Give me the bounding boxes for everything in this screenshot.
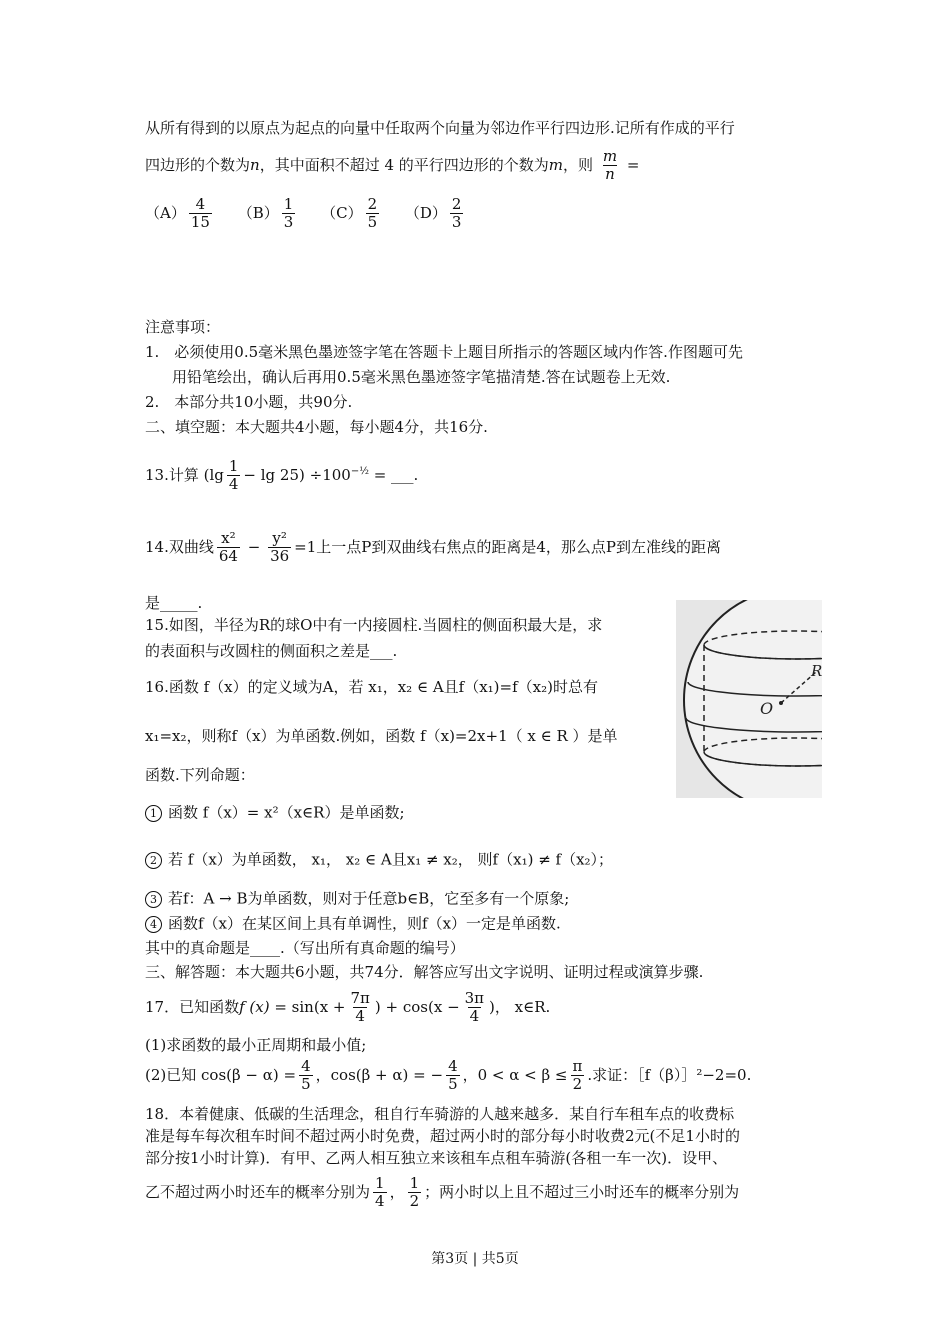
question-16c: 函数.下列命题： (145, 766, 255, 784)
item-2: 2 若 f（x）为单函数， x₁， x₂ ∈ A且x₁ ≠ x₂， 则f（x₁) ≠ f（x₂）； (145, 852, 613, 869)
option-b: （B） $\frac{1}{3}$ (237, 195, 294, 232)
question-16b: x₁=x₂，则称f（x）为单函数.例如，函数 f（x)=2x+1（ x ∈ R ）是单 (145, 727, 618, 745)
sphere-diagram (676, 600, 822, 798)
t: ，则 (563, 155, 594, 174)
item-3: 3 若f：A → B为单函数，则对于任意b∈B，它至多有一个原象; (145, 891, 569, 908)
section-2-heading: 二、填空题：本大题共4小题，每小题4分，共16分. (145, 418, 488, 436)
question-18c: 部分按1小时计算)．有甲、乙两人相互独立来该租车点租车骑游(各租一车一次)．设甲、 (145, 1149, 728, 1167)
question-13: 13.计算 (lg $\frac{1}{4}$ − $\lg 25) \div 100^{-\frac{1}{2}}$ = ___. (145, 457, 419, 494)
fraction-m-over-n: $\frac{m}{n}$ (602, 147, 618, 184)
item-4: 4 函数f（x）在某区间上具有单调性，则f（x）一定是单函数. (145, 916, 561, 933)
question-14: 14.双曲线 $\frac{\text{x²}}{64}$ − $\frac{\text{y²}}{36}$ =1上一点P到双曲线右焦点的距离是4，那么点P到左准线的距离 (145, 529, 721, 566)
line-2 (145, 148, 639, 184)
notice-2: 2. 本部分共10小题，共90分. (145, 393, 353, 411)
notice-1b: 用铅笔绘出，确认后再用0.5毫米黑色墨迹签字笔描清楚.答在试题卷上无效. (172, 368, 671, 386)
question-18d: 乙不超过两小时还车的概率分别为 $\frac{1}{4}$ ， $\frac{1}{2}$ ；两小时以上且不超过三小时还车的概率分别为 (145, 1174, 740, 1211)
notice-1a: 1. 必须使用0.5毫米黑色墨迹签字笔在答题卡上题目所指示的答题区域内作答.作图题可先 (145, 343, 743, 361)
label-o: O (760, 699, 774, 718)
question-18b: 准是每车每次租车时间不超过两小时免费，超过两小时的部分每小时收费2元(不足1小时的 (145, 1127, 740, 1145)
question-16-end: 其中的真命题是____.（写出所有真命题的编号） (145, 939, 465, 957)
section-3-heading: 三、解答题：本大题共6小题，共74分．解答应写出文字说明、证明过程或演算步骤. (145, 963, 704, 981)
page-footer: 第3页 | 共5页 (431, 1251, 519, 1267)
notice-title: 注意事项： (145, 318, 221, 336)
question-15b: 的表面积与改圆柱的侧面积之差是___. (145, 642, 398, 660)
option-c: （C） $\frac{2}{5}$ (321, 195, 378, 232)
sphere-cylinder-figure (676, 600, 822, 798)
options-row (145, 196, 484, 232)
label-r: R (811, 662, 822, 680)
question-17: 17．已知函数f (x) = sin(x + $\frac{7\pi}{4}$ ) + cos(x − $\frac{3\pi}{4}$ )， x∈R. (145, 989, 551, 1026)
question-14-end: 是_____. (145, 594, 203, 612)
t: = (626, 155, 640, 174)
line-1: 从所有得到的以原点为起点的向量中任取两个向量为邻边作平行四边形.记所有作成的平行 (145, 119, 735, 137)
var-n: n (250, 155, 260, 174)
option-a: （A） $\frac{4}{15}$ (145, 195, 210, 232)
question-15a: 15.如图，半径为R的球O中有一内接圆柱.当圆柱的侧面积最大是，求 (145, 616, 603, 634)
question-17-part2: (2)已知 cos(β − α) = $\frac{4}{5}$ ，cos(β + α) = − $\frac{4}{5}$ ，0 < α < β ≤ $\frac{\pi}{2}$ .求证：［f（β）］²−2=0. (145, 1057, 752, 1094)
question-18a: 18．本着健康、低碳的生活理念，租自行车骑游的人越来越多．某自行车租车点的收费标 (145, 1105, 735, 1123)
question-16a: 16.函数 f（x）的定义域为A，若 x₁，x₂ ∈ A且f（x₁)=f（x₂)时总有 (145, 678, 598, 696)
var-m: m (548, 155, 564, 174)
t: ，其中面积不超过 4 的平行四边形的个数为 (259, 155, 549, 174)
item-1: 1 函数 f（x）= x²（x∈R）是单函数; (145, 805, 405, 822)
t: 四边形的个数为 (145, 155, 251, 174)
question-17-part1: (1)求函数的最小正周期和最小值; (145, 1036, 367, 1054)
option-d: （D） $\frac{2}{3}$ (404, 195, 462, 232)
